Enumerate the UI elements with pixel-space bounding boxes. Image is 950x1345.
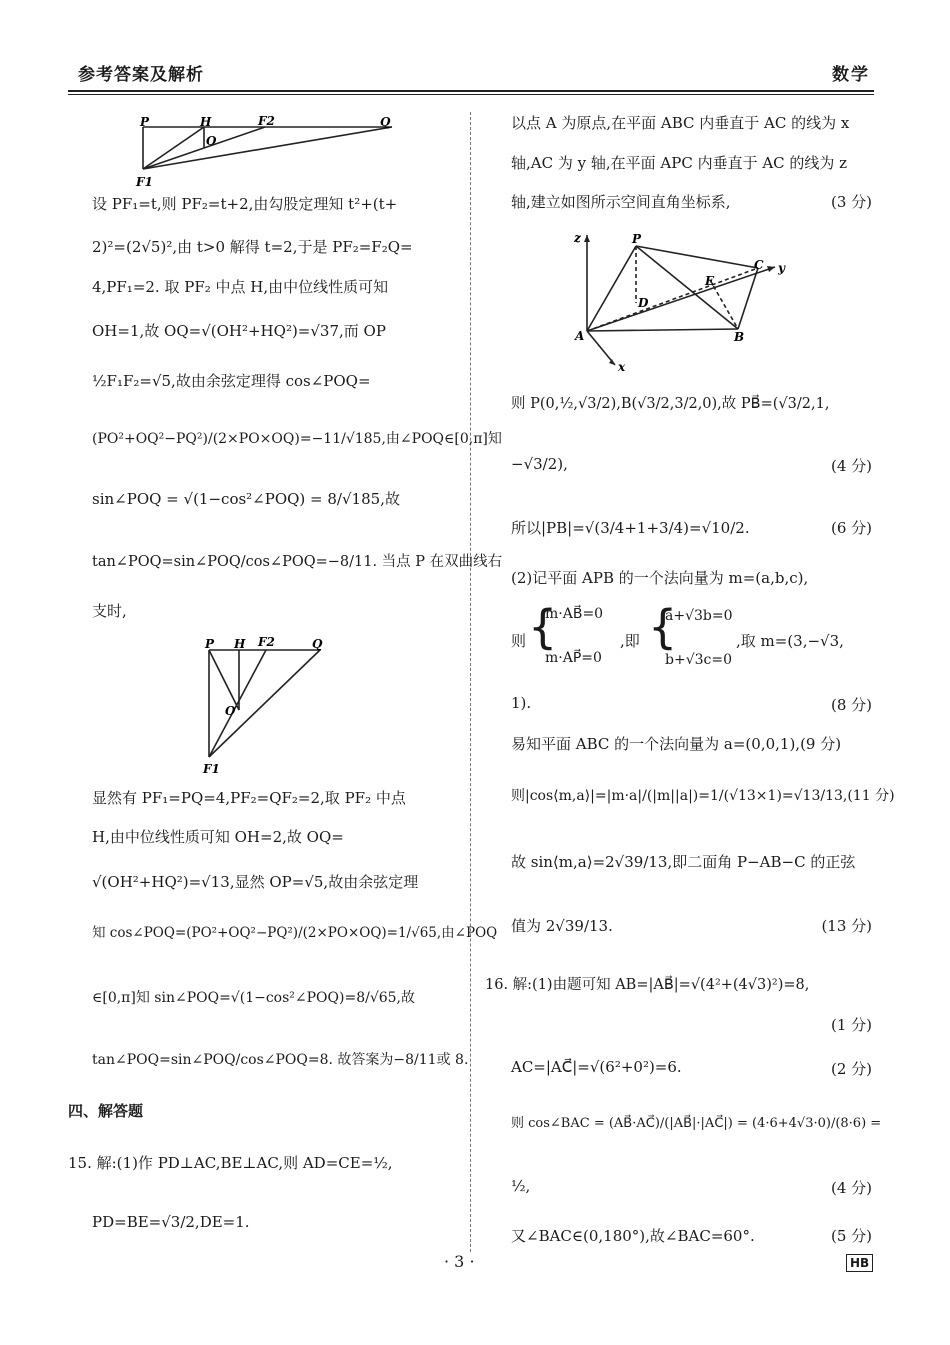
sin-line: 故 sin⟨m,a⟩=2√39/13,即二面角 P−AB−C 的正弦: [511, 853, 856, 871]
edition-badge: HB: [846, 1254, 873, 1272]
points-4: (4 分): [830, 457, 872, 475]
q16-line: 16. 解:(1)由题可知 AB=|AB⃗|=√(4²+(4√3)²)=8,: [485, 977, 810, 993]
left-line-5: ½F₁F₂=√5,故由余弦定理得 cos∠POQ=: [92, 372, 371, 390]
fig3-label-b: B: [734, 330, 745, 344]
figure-hyperbola-left-branch: [130, 112, 410, 192]
q15-line-1: 15. 解:(1)作 PD⊥AC,BE⊥AC,则 AD=CE=½,: [68, 1154, 393, 1172]
system-tail: ,取 m=(3,−√3,: [736, 632, 844, 650]
system-mid: ,即: [620, 632, 640, 650]
value-line: 值为 2√39/13.: [511, 917, 613, 935]
angle-line: 又∠BAC∈(0,180°),故∠BAC=60°.: [511, 1227, 755, 1245]
fig3-label-z: z: [574, 231, 581, 245]
left2-line-6: tan∠POQ=sin∠POQ/cos∠POQ=8. 故答案为−8/11或 8.: [92, 1052, 469, 1068]
figure-3d-coordinates: [570, 225, 795, 375]
fig3-label-d: D: [638, 296, 649, 310]
system-brace-left: {: [528, 600, 558, 654]
fig3-label-c: C: [754, 258, 764, 272]
half-line: ½,: [511, 1177, 531, 1195]
fig3-label-e: E: [705, 274, 715, 288]
left-line-9: 支时,: [92, 602, 127, 620]
left-line-1: 设 PF₁=t,则 PF₂=t+2,由勾股定理知 t²+(t+: [92, 195, 398, 213]
header-subject: 数学: [832, 65, 870, 85]
q2-normal: (2)记平面 APB 的一个法向量为 m=(a,b,c),: [511, 569, 809, 587]
m-end: 1).: [511, 694, 532, 712]
header-rule-thin: [68, 94, 874, 95]
header-rule: [68, 90, 874, 92]
points-4b: (4 分): [830, 1179, 872, 1197]
fig1-label-f1: F1: [136, 175, 153, 189]
page-number: · 3 ·: [444, 1252, 475, 1271]
left-line-2: 2)²=(2√5)²,由 t>0 解得 t=2,于是 PF₂=F₂Q=: [92, 238, 413, 256]
left2-line-2: H,由中位线性质可知 OH=2,故 OQ=: [92, 828, 344, 846]
points-5: (5 分): [830, 1227, 872, 1245]
fig1-label-h: H: [200, 115, 212, 129]
points-3: (3 分): [830, 193, 872, 211]
points-1: (1 分): [830, 1016, 872, 1034]
points-8: (8 分): [830, 696, 872, 714]
points-13: (13 分): [821, 917, 872, 935]
figure-hyperbola-right-branch: [195, 635, 335, 780]
section-heading: 四、解答题: [68, 1102, 144, 1120]
system-right-eq2: b+√3c=0: [665, 652, 732, 668]
left-line-7: sin∠POQ = √(1−cos²∠POQ) = 8/√185,故: [92, 490, 400, 508]
left2-line-3: √(OH²+HQ²)=√13,显然 OP=√5,故由余弦定理: [92, 873, 419, 891]
right-line-1: 以点 A 为原点,在平面 ABC 内垂直于 AC 的线为 x: [511, 114, 850, 132]
points-2: (2 分): [830, 1060, 872, 1078]
left-line-4: OH=1,故 OQ=√(OH²+HQ²)=√37,而 OP: [92, 322, 386, 340]
right-line-2: 轴,AC 为 y 轴,在平面 APC 内垂直于 AC 的线为 z: [511, 154, 848, 172]
fig1-label-f2: F2: [258, 114, 275, 128]
system-left-eq1: m·AB⃗=0: [545, 606, 604, 622]
cos-line: 则|cos⟨m,a⟩|=|m·a|/(|m||a|)=1/(√13×1)=√13/13,(11 分): [511, 788, 895, 804]
fig2-label-o: O: [225, 704, 236, 718]
left-line-8: tan∠POQ=sin∠POQ/cos∠POQ=−8/11. 当点 P 在双曲线右: [92, 554, 503, 570]
system-right-eq1: a+√3b=0: [665, 608, 733, 624]
cos-bac-line: 则 cos∠BAC = (AB⃗·AC⃗)/(|AB⃗|·|AC⃗|) = (4·6+4√3·0)/(8·6) =: [511, 1116, 882, 1131]
fig2-label-q: Q: [312, 637, 323, 651]
column-divider: [470, 112, 471, 1252]
fig2-label-f1: F1: [203, 762, 220, 776]
fig3-label-a: A: [575, 329, 585, 343]
fig2-label-h: H: [234, 637, 246, 651]
fig1-label-q: Q: [380, 115, 391, 129]
fig3-label-p: P: [632, 232, 642, 246]
pb-length: 所以|PB|=√(3/4+1+3/4)=√10/2.: [511, 519, 750, 537]
coord-line-2: −√3/2),: [511, 455, 568, 473]
left2-line-5: ∈[0,π]知 sin∠POQ=√(1−cos²∠POQ)=8/√65,故: [92, 990, 416, 1006]
fig1-label-p: P: [140, 115, 150, 129]
header-left-title: 参考答案及解析: [78, 65, 204, 85]
fig3-label-y: y: [778, 261, 785, 275]
coord-line-1: 则 P(0,½,√3/2),B(√3/2,3/2,0),故 PB⃗=(√3/2,1,: [511, 396, 830, 412]
fig3-label-x: x: [618, 360, 626, 374]
system-brace-right: {: [648, 600, 678, 654]
right-line-3: 轴,建立如图所示空间直角坐标系,: [511, 193, 731, 211]
left-line-3: 4,PF₁=2. 取 PF₂ 中点 H,由中位线性质可知: [92, 278, 389, 296]
fig1-label-o: O: [206, 134, 217, 148]
points-6: (6 分): [830, 519, 872, 537]
system-left-eq2: m·AP⃗=0: [545, 650, 602, 666]
q15-line-2: PD=BE=√3/2,DE=1.: [92, 1213, 250, 1231]
plane-abc-normal: 易知平面 ABC 的一个法向量为 a=(0,0,1),(9 分): [511, 735, 842, 753]
fig2-label-f2: F2: [258, 635, 275, 649]
ac-line: AC=|AC⃗|=√(6²+0²)=6.: [511, 1058, 682, 1076]
fig2-label-p: P: [205, 637, 215, 651]
left2-line-4: 知 cos∠POQ=(PO²+OQ²−PQ²)/(2×PO×OQ)=1/√65,由∠POQ: [92, 925, 498, 941]
left2-line-1: 显然有 PF₁=PQ=4,PF₂=QF₂=2,取 PF₂ 中点: [92, 789, 406, 807]
system-lead: 则: [511, 632, 527, 650]
left-line-6: (PO²+OQ²−PQ²)/(2×PO×OQ)=−11/√185,由∠POQ∈[0,π]知: [92, 431, 502, 447]
